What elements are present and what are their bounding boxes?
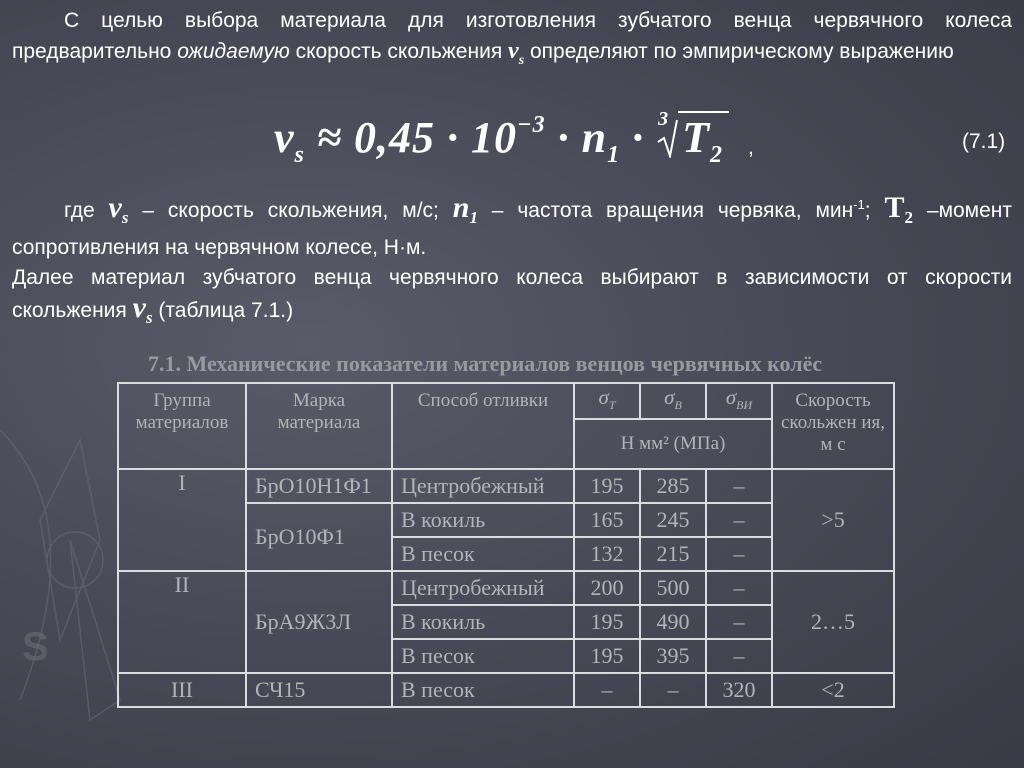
intro-paragraph: С целью выбора материала для изготовления зубчатого венца червячного колеса предварительно ожидаемую скорость скольжения $v_s$ определяют по эмпирическому выражению <box>12 9 1012 68</box>
method-cell: Центробежный <box>392 469 574 503</box>
sigma-t-cell: 200 <box>574 571 640 605</box>
header-speed: Скорость скольжен ия, м с <box>772 383 894 469</box>
sigma-vi-cell: – <box>706 639 772 673</box>
sigma-b-cell: 285 <box>640 469 706 503</box>
definitions-paragraph: где $v_s$ – скорость скольжения, м/с; $n_1$ – частота вращения червяка, мин$^{-1}$; $T_2$ –момент сопротивления на червячном колесе, Н·м. Далее материал зубчатого венца червячного колеса выбирают в зависимости от скорости скольжения $v_s$ (таблица 7.1.) <box>12 191 1013 327</box>
grade-cell: СЧ15 <box>246 673 392 707</box>
sigma-t-cell: 132 <box>574 537 640 571</box>
cube-root: 3 $T_2$ <box>656 112 729 169</box>
sigma-b-cell: 215 <box>640 537 706 571</box>
header-units: Н мм² (МПа) <box>574 419 772 469</box>
group-cell: II <box>118 571 246 673</box>
header-sigma-vi: $\sigma_{ВИ}$ <box>706 383 772 419</box>
header-group: Группа материалов <box>118 383 246 469</box>
formula-comma: , <box>748 136 754 159</box>
sigma-vi-cell: – <box>706 537 772 571</box>
sigma-t-cell: 195 <box>574 605 640 639</box>
method-cell: В кокиль <box>392 503 574 537</box>
method-cell: В кокиль <box>392 605 574 639</box>
group-cell: III <box>118 673 246 707</box>
sigma-vi-cell: – <box>706 503 772 537</box>
method-cell: В песок <box>392 673 574 707</box>
sigma-b-cell: – <box>640 673 706 707</box>
header-sigma-b: $\sigma_В$ <box>640 383 706 419</box>
method-cell: В песок <box>392 537 574 571</box>
formula-7-1: $v_s \approx 0,45 \cdot 10^{-3} \cdot n_1$ · 3 $T_2$ <box>274 112 729 169</box>
materials-table <box>117 382 895 708</box>
grade-cell: БрО10Н1Ф1 <box>246 469 392 503</box>
equation-number: (7.1) <box>962 130 1006 153</box>
header-method: Способ отливки <box>392 383 574 469</box>
table-title: 7.1. Механические показатели материалов венцов червячных колёс <box>148 351 823 376</box>
sigma-b-cell: 500 <box>640 571 706 605</box>
sigma-t-cell: 165 <box>574 503 640 537</box>
sigma-vi-cell: – <box>706 571 772 605</box>
speed-cell: 2…5 <box>772 571 894 673</box>
speed-cell: <2 <box>772 673 894 707</box>
sigma-t-cell: – <box>574 673 640 707</box>
header-grade: Марка материала <box>246 383 392 469</box>
sigma-vi-cell: – <box>706 469 772 503</box>
method-cell: Центробежный <box>392 571 574 605</box>
method-cell: В песок <box>392 639 574 673</box>
speed-cell: >5 <box>772 469 894 571</box>
sigma-b-cell: 245 <box>640 503 706 537</box>
sigma-b-cell: 395 <box>640 639 706 673</box>
header-sigma-t: $\sigma_Т$ <box>574 383 640 419</box>
sigma-t-cell: 195 <box>574 469 640 503</box>
sigma-vi-cell: – <box>706 605 772 639</box>
sigma-b-cell: 490 <box>640 605 706 639</box>
svg-text:S: S <box>22 625 49 669</box>
group-cell: I <box>118 469 246 571</box>
grade-cell: БрО10Ф1 <box>246 503 392 571</box>
sigma-vi-cell: 320 <box>706 673 772 707</box>
grade-cell: БрА9Ж3Л <box>246 571 392 673</box>
sigma-t-cell: 195 <box>574 639 640 673</box>
